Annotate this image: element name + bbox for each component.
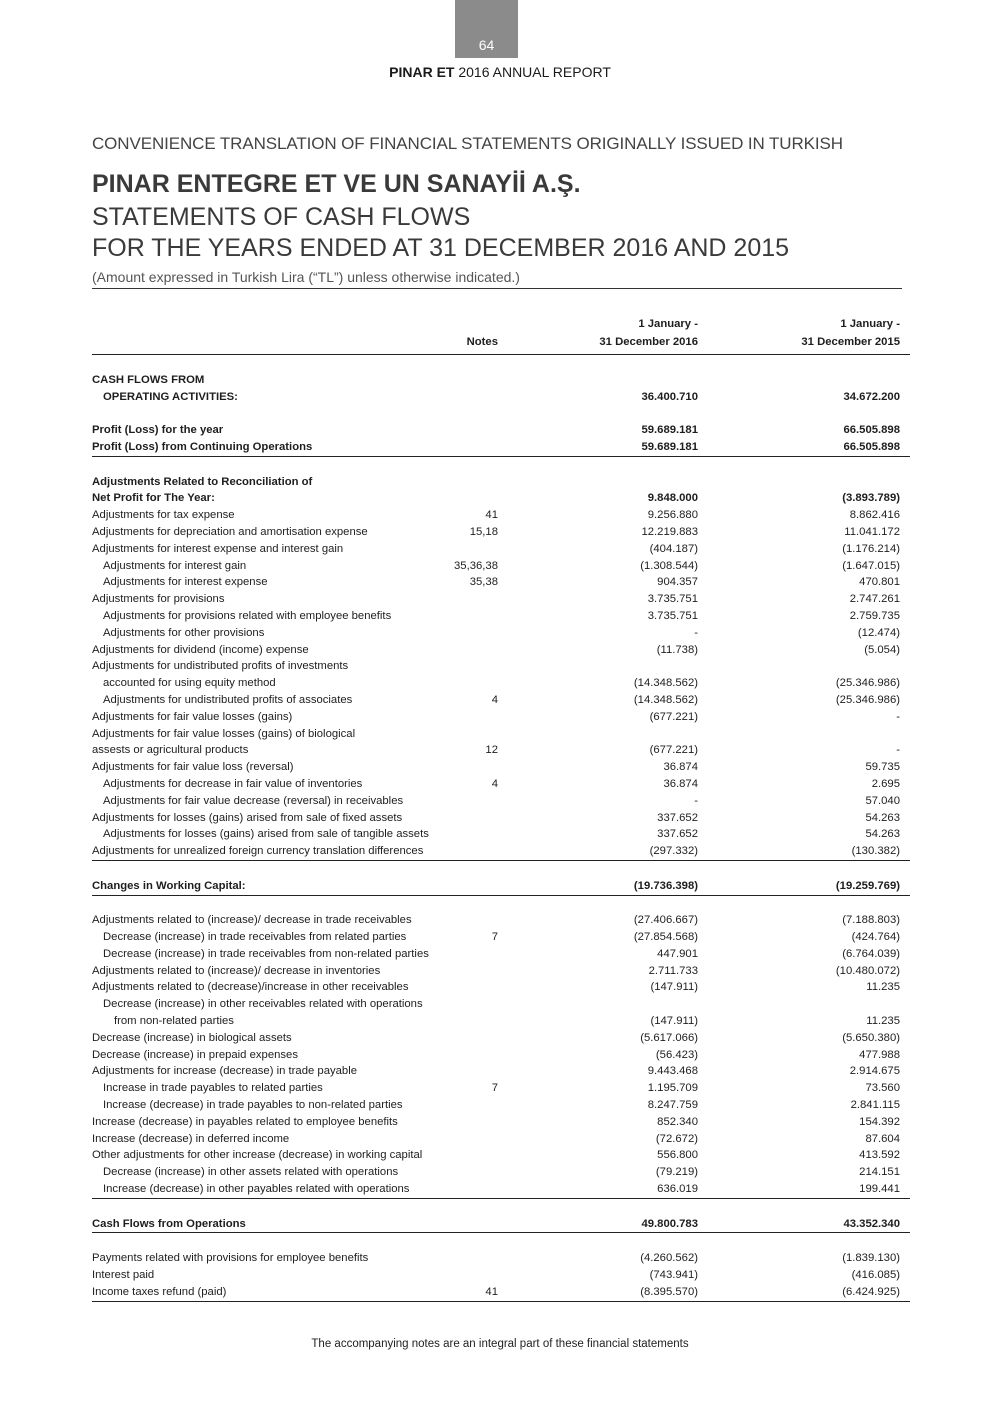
table-body bbox=[92, 355, 910, 1302]
row-label: accounted for using equity method bbox=[103, 677, 276, 690]
row-value-2016: (72.672) bbox=[655, 1132, 698, 1145]
row-value-2016: (743.941) bbox=[649, 1269, 698, 1282]
column-2015-header-line2: 31 December 2015 bbox=[801, 336, 900, 348]
row-label: Adjustments related to (increase)/ decrease in trade receivables bbox=[92, 914, 412, 927]
row-value-2016: 904.357 bbox=[657, 576, 698, 589]
table-row bbox=[92, 878, 910, 896]
title-divider bbox=[92, 288, 902, 289]
row-value-2015: 59.735 bbox=[865, 761, 900, 774]
table-row bbox=[92, 742, 910, 759]
cash-flow-table bbox=[92, 314, 910, 1302]
table-row bbox=[92, 608, 910, 625]
row-value-2015: 54.263 bbox=[865, 828, 900, 841]
row-label: Adjustments Related to Reconciliation of bbox=[92, 475, 313, 488]
row-label: Adjustments for undistributed profits of investments bbox=[92, 660, 349, 673]
row-label: Decrease (increase) in trade receivables from related parties bbox=[103, 931, 407, 944]
statement-title: STATEMENTS OF CASH FLOWS bbox=[92, 203, 471, 231]
row-value-2015: (1.647.015) bbox=[842, 559, 900, 572]
row-value-2015: (10.480.072) bbox=[835, 964, 900, 977]
row-value-2016: (14.348.562) bbox=[633, 677, 698, 690]
row-value-2016: (297.332) bbox=[649, 845, 698, 858]
table-row bbox=[92, 524, 910, 541]
row-value-2015: 470.801 bbox=[859, 576, 900, 589]
row-value-2015: (6.424.925) bbox=[842, 1285, 900, 1298]
row-value-2015: (5.054) bbox=[864, 643, 900, 656]
row-notes: 7 bbox=[491, 1082, 498, 1095]
row-value-2015: (19.259.769) bbox=[835, 879, 900, 892]
table-row bbox=[92, 912, 910, 929]
row-label: OPERATING ACTIVITIES: bbox=[103, 390, 238, 403]
row-value-2015: - bbox=[896, 710, 900, 723]
row-label: Adjustments for interest gain bbox=[103, 559, 247, 572]
row-label: Increase (decrease) in payables related to employee benefits bbox=[92, 1115, 398, 1128]
row-value-2016: (56.423) bbox=[655, 1048, 698, 1061]
table-row bbox=[92, 439, 910, 457]
row-label: Adjustments for losses (gains) arised from sale of tangible assets bbox=[103, 828, 429, 841]
row-value-2016: (147.911) bbox=[650, 981, 698, 994]
table-row bbox=[92, 692, 910, 709]
row-label: Adjustments for unrealized foreign currency translation differences bbox=[92, 845, 424, 858]
page-number-tab bbox=[455, 0, 518, 58]
table-row bbox=[92, 1267, 910, 1284]
table-row bbox=[92, 843, 910, 861]
row-label: Decrease (increase) in trade receivables from non-related parties bbox=[103, 947, 429, 960]
row-value-2015: 11.235 bbox=[866, 1015, 900, 1028]
row-notes: 12 bbox=[485, 744, 498, 757]
row-value-2016: 8.247.759 bbox=[647, 1099, 698, 1112]
page-number: 64 bbox=[478, 37, 495, 53]
row-spacer bbox=[92, 896, 910, 913]
row-label: from non-related parties bbox=[114, 1015, 234, 1028]
row-value-2016: (5.617.066) bbox=[640, 1031, 698, 1044]
row-label: Increase (decrease) in other payables related with operations bbox=[103, 1183, 410, 1196]
table-row bbox=[92, 709, 910, 726]
table-row bbox=[92, 1030, 910, 1047]
row-value-2015: (416.085) bbox=[851, 1269, 900, 1282]
row-value-2015: (424.764) bbox=[851, 931, 900, 944]
row-label: assests or agricultural products bbox=[92, 744, 249, 757]
table-header bbox=[92, 314, 910, 355]
row-label: Adjustments for provisions bbox=[92, 593, 225, 606]
row-value-2016: 12.219.883 bbox=[641, 525, 698, 538]
row-label: Cash Flows from Operations bbox=[92, 1217, 246, 1230]
row-label: Other adjustments for other increase (decrease) in working capital bbox=[92, 1149, 423, 1162]
table-row bbox=[92, 1047, 910, 1064]
row-value-2016: (4.260.562) bbox=[640, 1252, 698, 1265]
row-label: Adjustments for fair value loss (reversal) bbox=[92, 761, 294, 774]
row-value-2016: 3.735.751 bbox=[647, 609, 698, 622]
row-spacer bbox=[92, 355, 910, 372]
row-label: Income taxes refund (paid) bbox=[92, 1285, 227, 1298]
row-label: Increase (decrease) in deferred income bbox=[92, 1132, 290, 1145]
row-label: Increase (decrease) in trade payables to non-related parties bbox=[103, 1099, 403, 1112]
row-value-2016: - bbox=[694, 626, 698, 639]
row-notes: 7 bbox=[491, 931, 498, 944]
row-value-2016: 9.443.468 bbox=[647, 1065, 698, 1078]
column-2016-header-line1: 1 January - bbox=[638, 318, 698, 330]
row-value-2015: 87.604 bbox=[865, 1132, 900, 1145]
row-value-2015: - bbox=[896, 744, 900, 757]
row-value-2016: (677.221) bbox=[649, 710, 698, 723]
table-row bbox=[92, 1181, 910, 1199]
table-row bbox=[92, 1063, 910, 1080]
row-value-2016: 9.256.880 bbox=[647, 509, 698, 522]
row-spacer bbox=[92, 1199, 910, 1216]
row-value-2015: 34.672.200 bbox=[843, 390, 900, 403]
row-value-2015: 154.392 bbox=[859, 1115, 900, 1128]
row-value-2015: 66.505.898 bbox=[843, 424, 900, 437]
row-value-2016: 2.711.733 bbox=[648, 964, 698, 977]
row-label: CASH FLOWS FROM bbox=[92, 373, 205, 386]
table-row bbox=[92, 1013, 910, 1030]
row-value-2016: 1.195.709 bbox=[647, 1082, 698, 1095]
row-label: Decrease (increase) in prepaid expenses bbox=[92, 1048, 298, 1061]
row-value-2015: (130.382) bbox=[851, 845, 900, 858]
table-row bbox=[92, 490, 910, 507]
table-row bbox=[92, 372, 910, 389]
row-value-2015: (25.346.986) bbox=[835, 693, 900, 706]
table-row bbox=[92, 810, 910, 827]
row-label: Decrease (increase) in other receivables related with operations bbox=[103, 998, 423, 1011]
row-label: Adjustments for interest expense and interest gain bbox=[92, 542, 344, 555]
row-label: Adjustments for depreciation and amortisation expense bbox=[92, 525, 368, 538]
row-value-2015: (1.176.214) bbox=[842, 542, 900, 555]
row-label: Adjustments for tax expense bbox=[92, 509, 235, 522]
row-label: Adjustments for undistributed profits of associates bbox=[103, 693, 353, 706]
row-value-2015: (5.650.380) bbox=[842, 1031, 900, 1044]
row-value-2015: 11.235 bbox=[866, 981, 900, 994]
amount-note: (Amount expressed in Turkish Lira (“TL”) unless otherwise indicated.) bbox=[92, 269, 520, 285]
row-notes: 41 bbox=[485, 509, 498, 522]
row-value-2016: (147.911) bbox=[650, 1015, 698, 1028]
row-value-2016: 36.874 bbox=[663, 761, 698, 774]
row-value-2015: 57.040 bbox=[865, 794, 900, 807]
row-value-2016: 337.652 bbox=[657, 811, 698, 824]
row-spacer bbox=[92, 1233, 910, 1250]
row-value-2016: 9.848.000 bbox=[647, 492, 698, 505]
row-value-2015: 2.841.115 bbox=[850, 1099, 900, 1112]
table-row bbox=[92, 558, 910, 575]
running-header-rest: 2016 ANNUAL REPORT bbox=[454, 64, 611, 80]
table-row bbox=[92, 1131, 910, 1148]
row-label: Adjustments for fair value losses (gains) bbox=[92, 710, 293, 723]
row-value-2016: 447.901 bbox=[657, 947, 698, 960]
row-label: Adjustments for provisions related with employee benefits bbox=[103, 609, 392, 622]
row-value-2016: 3.735.751 bbox=[647, 593, 698, 606]
table-row bbox=[92, 946, 910, 963]
row-label: Adjustments for dividend (income) expense bbox=[92, 643, 309, 656]
row-notes: 15,18 bbox=[469, 525, 498, 538]
row-label: Profit (Loss) for the year bbox=[92, 424, 224, 437]
row-value-2016: (27.406.667) bbox=[633, 914, 698, 927]
row-label: Profit (Loss) from Continuing Operations bbox=[92, 440, 313, 453]
row-value-2016: 556.800 bbox=[657, 1149, 698, 1162]
row-label: Adjustments for fair value losses (gains) of biological bbox=[92, 727, 356, 740]
row-value-2016: 59.689.181 bbox=[641, 440, 698, 453]
table-row bbox=[92, 963, 910, 980]
row-value-2015: 199.441 bbox=[859, 1183, 900, 1196]
company-name: PINAR ENTEGRE ET VE UN SANAYİİ A.Ş. bbox=[92, 170, 581, 198]
row-value-2016: (27.854.568) bbox=[633, 931, 698, 944]
table-row bbox=[92, 1097, 910, 1114]
row-value-2016: 59.689.181 bbox=[641, 424, 698, 437]
table-row bbox=[92, 1114, 910, 1131]
row-value-2015: 477.988 bbox=[859, 1048, 900, 1061]
table-row bbox=[92, 474, 910, 491]
row-spacer bbox=[92, 861, 910, 878]
table-row bbox=[92, 1284, 910, 1302]
row-value-2016: 337.652 bbox=[657, 828, 698, 841]
row-notes: 35,36,38 bbox=[454, 559, 498, 572]
table-row bbox=[92, 625, 910, 642]
row-notes: 41 bbox=[485, 1285, 498, 1298]
table-row bbox=[92, 591, 910, 608]
row-value-2015: (6.764.039) bbox=[842, 947, 900, 960]
table-row bbox=[92, 826, 910, 843]
row-value-2015: 11.041.172 bbox=[844, 525, 900, 538]
row-value-2016: (404.187) bbox=[649, 542, 698, 555]
row-value-2016: 852.340 bbox=[657, 1115, 698, 1128]
row-label: Adjustments for interest expense bbox=[103, 576, 268, 589]
table-row bbox=[92, 1147, 910, 1164]
row-label: Payments related with provisions for employee benefits bbox=[92, 1252, 369, 1265]
footer-note: The accompanying notes are an integral part of these financial statements bbox=[311, 1338, 689, 1350]
row-value-2015: (12.474) bbox=[857, 626, 900, 639]
row-value-2015: 214.151 bbox=[859, 1166, 900, 1179]
table-row bbox=[92, 1080, 910, 1097]
row-notes: 4 bbox=[491, 777, 498, 790]
table-row bbox=[92, 996, 910, 1013]
row-value-2015: (7.188.803) bbox=[842, 914, 900, 927]
row-value-2015: 54.263 bbox=[865, 811, 900, 824]
table-row bbox=[92, 389, 910, 406]
table-row bbox=[92, 1216, 910, 1234]
row-label: Interest paid bbox=[92, 1269, 155, 1282]
row-value-2016: (677.221) bbox=[649, 744, 698, 757]
row-value-2016: (1.308.544) bbox=[640, 559, 698, 572]
row-value-2016: 49.800.783 bbox=[641, 1217, 698, 1230]
row-value-2015: 2.914.675 bbox=[849, 1065, 900, 1078]
row-label: Changes in Working Capital: bbox=[92, 879, 246, 892]
row-value-2016: 36.874 bbox=[663, 777, 698, 790]
row-value-2015: 413.592 bbox=[859, 1149, 900, 1162]
row-label: Adjustments for other provisions bbox=[103, 626, 265, 639]
row-value-2015: 43.352.340 bbox=[843, 1217, 900, 1230]
notes-column-header: Notes bbox=[466, 336, 498, 348]
row-value-2015: (3.893.789) bbox=[842, 492, 900, 505]
table-row bbox=[92, 929, 910, 946]
row-value-2016: - bbox=[694, 794, 698, 807]
table-row bbox=[92, 776, 910, 793]
table-row bbox=[92, 541, 910, 558]
row-value-2016: (79.219) bbox=[655, 1166, 698, 1179]
row-notes: 35,38 bbox=[469, 576, 498, 589]
table-row bbox=[92, 793, 910, 810]
row-label: Net Profit for The Year: bbox=[92, 492, 215, 505]
row-value-2015: 2.759.735 bbox=[849, 609, 900, 622]
row-label: Decrease (increase) in biological assets bbox=[92, 1031, 292, 1044]
running-header-brand: PINAR ET bbox=[389, 64, 455, 80]
row-label: Decrease (increase) in other assets related with operations bbox=[103, 1166, 399, 1179]
table-row bbox=[92, 726, 910, 743]
running-header bbox=[0, 64, 1000, 80]
row-value-2015: (25.346.986) bbox=[835, 677, 900, 690]
table-row bbox=[92, 1164, 910, 1181]
row-label: Adjustments related to (decrease)/increase in other receivables bbox=[92, 981, 409, 994]
row-value-2016: 636.019 bbox=[657, 1183, 698, 1196]
row-value-2015: 8.862.416 bbox=[849, 509, 900, 522]
row-value-2015: 2.747.261 bbox=[849, 593, 900, 606]
row-notes: 4 bbox=[491, 693, 498, 706]
row-label: Adjustments for losses (gains) arised from sale of fixed assets bbox=[92, 811, 403, 824]
row-value-2015: (1.839.130) bbox=[842, 1252, 900, 1265]
row-value-2015: 73.560 bbox=[865, 1082, 900, 1095]
row-value-2016: (11.738) bbox=[656, 643, 698, 656]
row-spacer bbox=[92, 457, 910, 474]
row-value-2015: 2.695 bbox=[871, 777, 900, 790]
row-spacer bbox=[92, 405, 910, 422]
row-value-2016: (19.736.398) bbox=[633, 879, 698, 892]
row-value-2016: (8.395.570) bbox=[640, 1285, 698, 1298]
row-value-2016: 36.400.710 bbox=[641, 390, 698, 403]
table-row bbox=[92, 574, 910, 591]
table-row bbox=[92, 422, 910, 439]
table-row bbox=[92, 675, 910, 692]
column-2015-header-line1: 1 January - bbox=[840, 318, 900, 330]
statement-period: FOR THE YEARS ENDED AT 31 DECEMBER 2016 AND 2015 bbox=[92, 234, 790, 262]
column-2016-header-line2: 31 December 2016 bbox=[599, 336, 698, 348]
table-row bbox=[92, 642, 910, 659]
table-row bbox=[92, 1250, 910, 1267]
table-row bbox=[92, 979, 910, 996]
table-row bbox=[92, 507, 910, 524]
row-label: Adjustments for fair value decrease (reversal) in receivables bbox=[103, 794, 404, 807]
table-row bbox=[92, 759, 910, 776]
convenience-translation-note: CONVENIENCE TRANSLATION OF FINANCIAL STATEMENTS ORIGINALLY ISSUED IN TURKISH bbox=[92, 134, 843, 153]
row-label: Adjustments related to (increase)/ decrease in inventories bbox=[92, 964, 381, 977]
row-label: Adjustments for decrease in fair value of inventories bbox=[103, 777, 363, 790]
row-value-2015: 66.505.898 bbox=[843, 440, 900, 453]
row-label: Adjustments for increase (decrease) in trade payable bbox=[92, 1065, 357, 1078]
row-value-2016: (14.348.562) bbox=[633, 693, 698, 706]
row-label: Increase in trade payables to related parties bbox=[103, 1082, 323, 1095]
table-row bbox=[92, 658, 910, 675]
